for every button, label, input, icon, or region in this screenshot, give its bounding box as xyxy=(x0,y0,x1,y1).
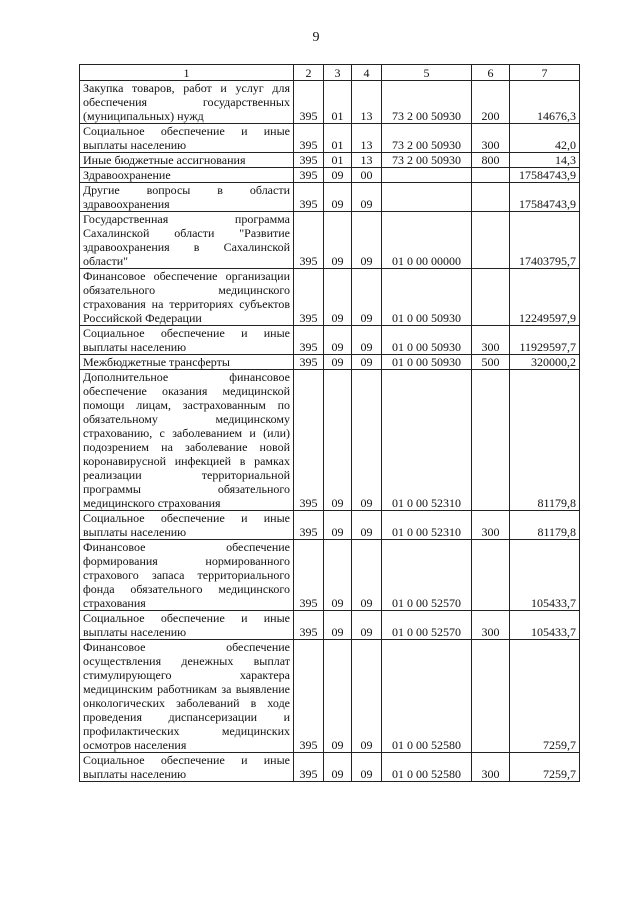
cell-grbs: 395 xyxy=(294,124,324,153)
cell-subsection: 09 xyxy=(352,212,382,269)
column-header: 1 xyxy=(80,65,294,81)
cell-section: 09 xyxy=(324,168,352,183)
cell-section: 09 xyxy=(324,370,352,511)
row-name: Финансовое обеспечение организации обязательного медицинского страхования на территориях субъектов Российской Федерации xyxy=(80,269,294,326)
cell-section: 09 xyxy=(324,540,352,611)
table-row xyxy=(80,124,580,153)
row-name: Закупка товаров, работ и услуг для обеспечения государственных (муниципальных) нужд xyxy=(80,81,294,124)
cell-section: 09 xyxy=(324,212,352,269)
cell-amount: 12249597,9 xyxy=(510,269,580,326)
row-name: Межбюджетные трансферты xyxy=(80,355,294,370)
table-row xyxy=(80,269,580,326)
cell-subsection: 09 xyxy=(352,183,382,212)
row-name: Здравоохранение xyxy=(80,168,294,183)
cell-expense-type: 300 xyxy=(472,326,510,355)
cell-grbs: 395 xyxy=(294,183,324,212)
cell-expense-type xyxy=(472,540,510,611)
column-header: 3 xyxy=(324,65,352,81)
table-row xyxy=(80,540,580,611)
row-name: Социальное обеспечение и иные выплаты населению xyxy=(80,611,294,640)
cell-grbs: 395 xyxy=(294,753,324,782)
cell-target-article: 01 0 00 50930 xyxy=(382,269,472,326)
table-row xyxy=(80,168,580,183)
cell-subsection: 09 xyxy=(352,611,382,640)
cell-section: 09 xyxy=(324,326,352,355)
table-row xyxy=(80,183,580,212)
cell-section: 09 xyxy=(324,269,352,326)
row-name: Иные бюджетные ассигнования xyxy=(80,153,294,168)
cell-subsection: 13 xyxy=(352,153,382,168)
header-row xyxy=(80,65,580,81)
row-name: Другие вопросы в области здравоохранения xyxy=(80,183,294,212)
column-header: 7 xyxy=(510,65,580,81)
cell-subsection: 13 xyxy=(352,81,382,124)
page-number: 9 xyxy=(312,30,320,45)
table-row xyxy=(80,611,580,640)
cell-target-article xyxy=(382,183,472,212)
cell-grbs: 395 xyxy=(294,168,324,183)
cell-target-article: 73 2 00 50930 xyxy=(382,124,472,153)
cell-amount: 14676,3 xyxy=(510,81,580,124)
cell-section: 09 xyxy=(324,611,352,640)
cell-grbs: 395 xyxy=(294,355,324,370)
cell-target-article: 01 0 00 50930 xyxy=(382,326,472,355)
cell-target-article: 01 0 00 52570 xyxy=(382,611,472,640)
cell-grbs: 395 xyxy=(294,370,324,511)
cell-grbs: 395 xyxy=(294,81,324,124)
cell-amount: 320000,2 xyxy=(510,355,580,370)
cell-amount: 17403795,7 xyxy=(510,212,580,269)
cell-amount: 42,0 xyxy=(510,124,580,153)
table-row xyxy=(80,326,580,355)
cell-expense-type: 300 xyxy=(472,753,510,782)
row-name: Социальное обеспечение и иные выплаты населению xyxy=(80,511,294,540)
table-row xyxy=(80,370,580,511)
budget-table xyxy=(79,64,580,782)
cell-expense-type: 300 xyxy=(472,511,510,540)
cell-subsection: 00 xyxy=(352,168,382,183)
cell-amount: 11929597,7 xyxy=(510,326,580,355)
row-name: Финансовое обеспечение осуществления денежных выплат стимулирующего характера медицинским работникам за выявление онкологических заболеваний в ходе проведения диспансеризации и профилактических медицинских осмотров населения xyxy=(80,640,294,753)
cell-expense-type xyxy=(472,370,510,511)
cell-amount: 17584743,9 xyxy=(510,183,580,212)
row-name: Дополнительное финансовое обеспечение оказания медицинской помощи лицам, застрахованным по обязательному медицинскому страхованию, с заболеванием и (или) подозрением на заболевание новой коронавирусной инфекцией в рамках реализации территориальной программы обязательного медицинского страхования xyxy=(80,370,294,511)
cell-target-article: 01 0 00 50930 xyxy=(382,355,472,370)
cell-target-article: 73 2 00 50930 xyxy=(382,153,472,168)
cell-grbs: 395 xyxy=(294,540,324,611)
cell-amount: 17584743,9 xyxy=(510,168,580,183)
cell-grbs: 395 xyxy=(294,212,324,269)
cell-section: 09 xyxy=(324,355,352,370)
table-row xyxy=(80,212,580,269)
cell-amount: 81179,8 xyxy=(510,511,580,540)
cell-subsection: 09 xyxy=(352,355,382,370)
row-name: Социальное обеспечение и иные выплаты населению xyxy=(80,326,294,355)
cell-expense-type xyxy=(472,212,510,269)
cell-amount: 7259,7 xyxy=(510,640,580,753)
cell-expense-type xyxy=(472,640,510,753)
cell-expense-type xyxy=(472,269,510,326)
column-header: 5 xyxy=(382,65,472,81)
cell-amount: 81179,8 xyxy=(510,370,580,511)
cell-grbs: 395 xyxy=(294,326,324,355)
table-row xyxy=(80,753,580,782)
cell-section: 09 xyxy=(324,183,352,212)
cell-target-article xyxy=(382,168,472,183)
row-name: Государственная программа Сахалинской области "Развитие здравоохранения в Сахалинской области" xyxy=(80,212,294,269)
cell-target-article: 01 0 00 52310 xyxy=(382,370,472,511)
cell-grbs: 395 xyxy=(294,640,324,753)
table-row xyxy=(80,153,580,168)
cell-expense-type xyxy=(472,183,510,212)
cell-subsection: 09 xyxy=(352,370,382,511)
cell-grbs: 395 xyxy=(294,269,324,326)
column-header: 6 xyxy=(472,65,510,81)
cell-subsection: 09 xyxy=(352,511,382,540)
cell-target-article: 01 0 00 52570 xyxy=(382,540,472,611)
cell-section: 09 xyxy=(324,753,352,782)
table-row xyxy=(80,355,580,370)
column-header: 4 xyxy=(352,65,382,81)
cell-target-article: 01 0 00 52310 xyxy=(382,511,472,540)
cell-expense-type: 800 xyxy=(472,153,510,168)
cell-expense-type: 200 xyxy=(472,81,510,124)
cell-subsection: 13 xyxy=(352,124,382,153)
cell-subsection: 09 xyxy=(352,753,382,782)
cell-amount: 7259,7 xyxy=(510,753,580,782)
cell-section: 09 xyxy=(324,640,352,753)
table-row xyxy=(80,81,580,124)
cell-target-article: 01 0 00 00000 xyxy=(382,212,472,269)
cell-section: 01 xyxy=(324,153,352,168)
cell-amount: 105433,7 xyxy=(510,611,580,640)
row-name: Социальное обеспечение и иные выплаты населению xyxy=(80,124,294,153)
cell-section: 01 xyxy=(324,81,352,124)
cell-target-article: 01 0 00 52580 xyxy=(382,753,472,782)
cell-amount: 14,3 xyxy=(510,153,580,168)
cell-target-article: 73 2 00 50930 xyxy=(382,81,472,124)
cell-target-article: 01 0 00 52580 xyxy=(382,640,472,753)
table-row xyxy=(80,640,580,753)
cell-grbs: 395 xyxy=(294,511,324,540)
cell-subsection: 09 xyxy=(352,640,382,753)
cell-subsection: 09 xyxy=(352,540,382,611)
cell-expense-type: 300 xyxy=(472,611,510,640)
column-header: 2 xyxy=(294,65,324,81)
cell-expense-type: 500 xyxy=(472,355,510,370)
cell-subsection: 09 xyxy=(352,326,382,355)
row-name: Финансовое обеспечение формирования нормированного страхового запаса территориального фонда обязательного медицинского страхования xyxy=(80,540,294,611)
table-row xyxy=(80,511,580,540)
cell-subsection: 09 xyxy=(352,269,382,326)
cell-expense-type: 300 xyxy=(472,124,510,153)
cell-grbs: 395 xyxy=(294,611,324,640)
cell-section: 01 xyxy=(324,124,352,153)
cell-amount: 105433,7 xyxy=(510,540,580,611)
cell-section: 09 xyxy=(324,511,352,540)
row-name: Социальное обеспечение и иные выплаты населению xyxy=(80,753,294,782)
cell-expense-type xyxy=(472,168,510,183)
cell-grbs: 395 xyxy=(294,153,324,168)
